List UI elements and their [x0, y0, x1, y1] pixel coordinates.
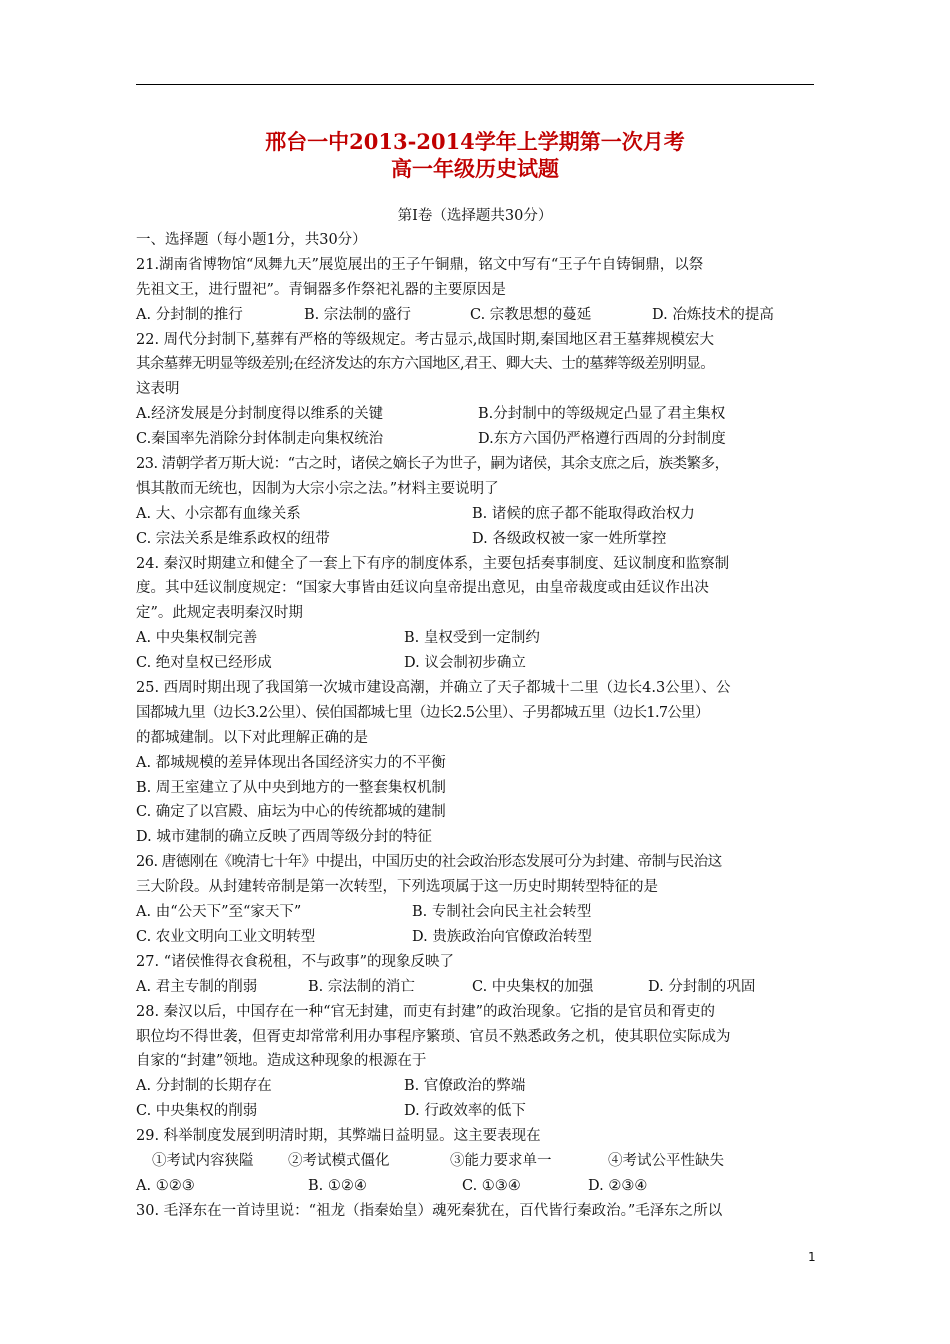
question-text: 自家的“封建”领地。造成这种现象的根源在于 [136, 1053, 427, 1070]
option: D. 议会制初步确立 [404, 655, 526, 672]
question-body [136, 228, 820, 1224]
question-text: 这表明 [136, 381, 180, 398]
option: B. 周王室建立了从中央到地方的一整套集权机制 [136, 779, 446, 796]
option: B. 官僚政治的弊端 [404, 1078, 526, 1095]
option: A.经济发展是分封制度得以维系的关键 [136, 406, 384, 423]
option: B. 皇权受到一定制约 [404, 630, 540, 647]
question-text: 28. 秦汉以后，中国存在一种“官无封建，而吏有封建”的政治现象。它指的是官员和胥吏的 [136, 1003, 715, 1020]
option: B. 诸候的庶子都不能取得政治权力 [472, 505, 695, 522]
question-text: 30. 毛泽东在一首诗里说：“祖龙（指秦始皇）魂死秦犹在，百代皆行秦政治。”毛泽东之所以 [136, 1202, 723, 1219]
option: B. ①②④ [308, 1177, 367, 1194]
options-row [136, 900, 820, 925]
options-row [136, 303, 820, 328]
options-row [136, 402, 820, 427]
option: D. 城市建制的确立反映了西周等级分封的特征 [136, 829, 432, 846]
option: C. ①③④ [462, 1177, 521, 1194]
option: A. 中央集权制完善 [136, 630, 258, 647]
options-row [136, 1174, 820, 1199]
statement: ①考试内容狭隘 [152, 1152, 254, 1169]
options-row [136, 975, 820, 1000]
statement: ④考试公平性缺失 [608, 1152, 724, 1169]
options-row [136, 1074, 820, 1099]
option: D. 贵族政治向官僚政治转型 [412, 928, 592, 945]
option: C. 宗教思想的蔓延 [470, 306, 592, 323]
option: D. 各级政权被一家一姓所掌控 [472, 530, 667, 547]
options-row [136, 527, 820, 552]
header-rule [136, 84, 814, 85]
option: C. 确定了以宫殿、庙坛为中心的传统都城的建制 [136, 804, 446, 821]
question-text: 29. 科举制度发展到明清时期，其弊端日益明显。这主要表现在 [136, 1128, 541, 1145]
option: A. 分封制的长期存在 [136, 1078, 272, 1095]
question-text: 21.湖南省博物馆“凤舞九天”展览展出的王子午铜鼎，铭文中写有“王子午自铸铜鼎，以祭 [136, 256, 704, 273]
exam-title: 邢台一中2013-2014学年上学期第一次月考 [265, 129, 685, 154]
question-text: 度。其中廷议制度规定：“国家大事皆由廷议向皇帝提出意见，由皇帝裁度或由廷议作出决 [136, 580, 709, 597]
question-text: 定”。此规定表明秦汉时期 [136, 605, 303, 622]
option: A. 都城规模的差异体现出各国经济实力的不平衡 [136, 754, 446, 771]
option: A. 君主专制的削弱 [136, 978, 258, 995]
question-text: 27. “诸侯惟得衣食税租，不与政事”的现象反映了 [136, 953, 454, 970]
question-text: 惧其散而无统也，因制为大宗小宗之法。”材料主要说明了 [136, 480, 499, 497]
page-number: 1 [808, 1250, 816, 1264]
option: A. 分封制的推行 [136, 306, 243, 323]
options-row [136, 626, 820, 651]
question-text: 22. 周代分封制下,墓葬有严格的等级规定。考古显示,战国时期,秦国地区君王墓葬规模宏大 [136, 331, 714, 348]
exam-subtitle: 高一年级历史试题 [391, 156, 559, 181]
question-text: 26. 唐德刚在《晚清七十年》中提出，中国历史的社会政治形态发展可分为封建、帝制与民治这 [136, 854, 722, 871]
option: D. ②③④ [588, 1177, 648, 1194]
options-row [136, 502, 820, 527]
question-text: 先祖文王，进行盟祀”。青铜器多作祭祀礼器的主要原因是 [136, 281, 506, 298]
option: B. 专制社会向民主社会转型 [412, 904, 592, 921]
question-text: 三大阶段。从封建转帝制是第一次转型，下列选项属于这一历史时期转型特征的是 [136, 879, 658, 896]
option: C. 中央集权的削弱 [136, 1103, 258, 1120]
statements-row [136, 1149, 820, 1174]
option: B. 宗法制的盛行 [304, 306, 411, 323]
question-text: 25. 西周时期出现了我国第一次城市建设高潮，并确立了天子都城十二里（边长4.3公里）、公 [136, 680, 731, 697]
option: C. 农业文明向工业文明转型 [136, 928, 316, 945]
question-text: 24. 秦汉时期建立和健全了一套上下有序的制度体系，主要包括奏事制度、廷议制度和监察制 [136, 555, 730, 572]
option: C. 中央集权的加强 [472, 978, 594, 995]
statement: ③能力要求单一 [450, 1152, 552, 1169]
option: B.分封制中的等级规定凸显了君主集权 [478, 406, 726, 423]
option: A. ①②③ [136, 1177, 195, 1194]
option: D. 冶炼技术的提高 [652, 306, 774, 323]
question-text: 职位均不得世袭，但胥吏却常常利用办事程序繁琐、官员不熟悉政务之机，使其职位实际成为 [136, 1028, 731, 1045]
option: C. 宗法关系是维系政权的纽带 [136, 530, 330, 547]
options-row [136, 1099, 820, 1124]
part-heading: 一、选择题（每小题1分，共30分） [136, 232, 367, 248]
option: D.东方六国仍严格遵行西周的分封制度 [478, 431, 726, 448]
options-row [136, 427, 820, 452]
option: C.秦国率先消除分封体制走向集权统治 [136, 431, 384, 448]
option: D. 分封制的巩固 [648, 978, 756, 995]
option: D. 行政效率的低下 [404, 1103, 526, 1120]
option: C. 绝对皇权已经形成 [136, 655, 272, 672]
statement: ②考试模式僵化 [288, 1152, 390, 1169]
question-text: 其余墓葬无明显等级差别;在经济发达的东方六国地区,君王、卿大夫、士的墓葬等级差别明显。 [136, 356, 715, 373]
option: A. 大、小宗都有血缘关系 [136, 505, 301, 522]
option: A. 由“公天下”至“家天下” [136, 904, 302, 921]
question-text: 23. 清朝学者万斯大说：“古之时，诸侯之嫡长子为世子，嗣为诸侯，其余支庶之后，族类繁多， [136, 456, 729, 473]
options-row [136, 925, 820, 950]
question-text: 国都城九里（边长3.2公里）、侯伯国都城七里（边长2.5公里）、子男都城五里（边长1.7公里） [136, 704, 709, 721]
option: B. 宗法制的消亡 [308, 978, 415, 995]
section-heading: 第Ⅰ卷（选择题共30分） [397, 208, 553, 224]
question-text: 的都城建制。以下对此理解正确的是 [136, 729, 368, 746]
options-row [136, 651, 820, 676]
